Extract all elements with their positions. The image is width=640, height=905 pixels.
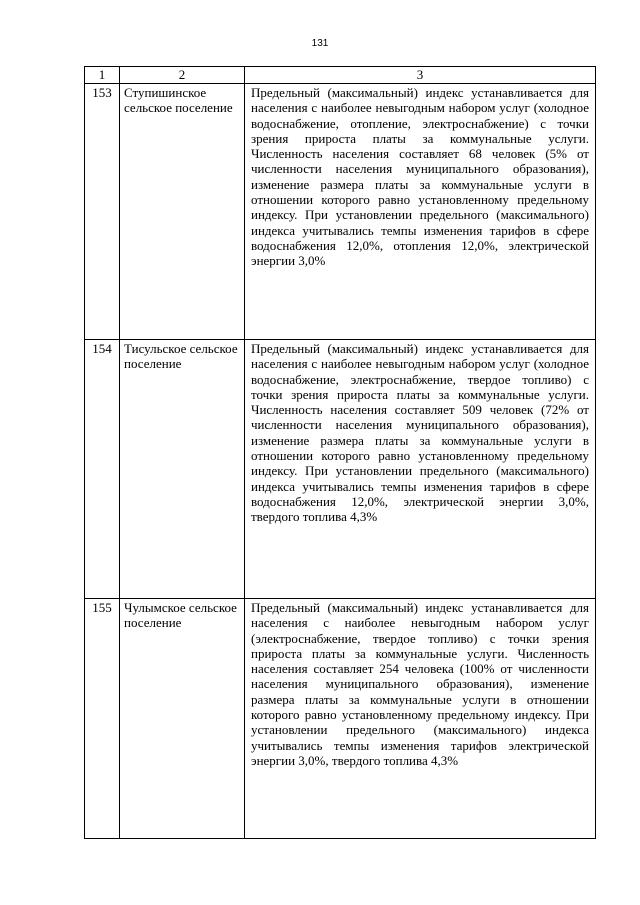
header-col-3: 3 (245, 67, 596, 84)
row-number: 153 (85, 84, 120, 340)
row-number: 154 (85, 340, 120, 599)
settlement-name: Ступишинское сельское поселение (120, 84, 245, 340)
table-row (85, 599, 596, 839)
page-number: 131 (311, 38, 329, 49)
settlement-name: Тисульское сельское поселение (120, 340, 245, 599)
table-row (85, 340, 596, 599)
table-row (85, 84, 596, 340)
settlement-name: Чулымское сельское поселение (120, 599, 245, 839)
row-description: Предельный (максимальный) индекс устанавливается для населения с наиболее невыгодным набором услуг (холодное водоснабжение, отопление, электроснабжение) с точки зрения прироста платы за коммунальные услуги. Численность населения составляет 68 человек (5% от численности населения муниципального образования), изменение размера платы за коммунальные услуги в отношении которого равно установленному предельному индексу. При установлении предельного (максимального) индекса учитывались темпы изменения тарифов в сфере водоснабжения 12,0%, отопления 12,0%, электрической энергии 3,0% (245, 84, 596, 340)
document-table (84, 66, 596, 839)
row-description: Предельный (максимальный) индекс устанавливается для населения с наиболее невыгодным набором услуг (холодное водоснабжение, электроснабжение, твердое топливо) с точки зрения прироста платы за коммунальные услуги. Численность населения составляет 509 человек (72% от численности населения муниципального образования), изменение размера платы за коммунальные услуги в отношении которого равно установленному предельному индексу. При установлении предельного (максимального) индекса учитывались темпы изменения тарифов в сфере водоснабжения 12,0%, электрической энергии 3,0%, твердого топлива 4,3% (245, 340, 596, 599)
table-header-row (85, 67, 596, 84)
row-description: Предельный (максимальный) индекс устанавливается для населения с наиболее невыгодным набором услуг (электроснабжение, твердое топливо) с точки зрения прироста платы за коммунальные услуги. Численность населения составляет 254 человека (100% от численности населения муниципального образования), изменение размера платы за коммунальные услуги в отношении которого равно установленному предельному индексу. При установлении предельного (максимального) индекса учитывались темпы изменения тарифов электрической энергии 3,0%, твердого топлива 4,3% (245, 599, 596, 839)
header-col-2: 2 (120, 67, 245, 84)
header-col-1: 1 (85, 67, 120, 84)
row-number: 155 (85, 599, 120, 839)
